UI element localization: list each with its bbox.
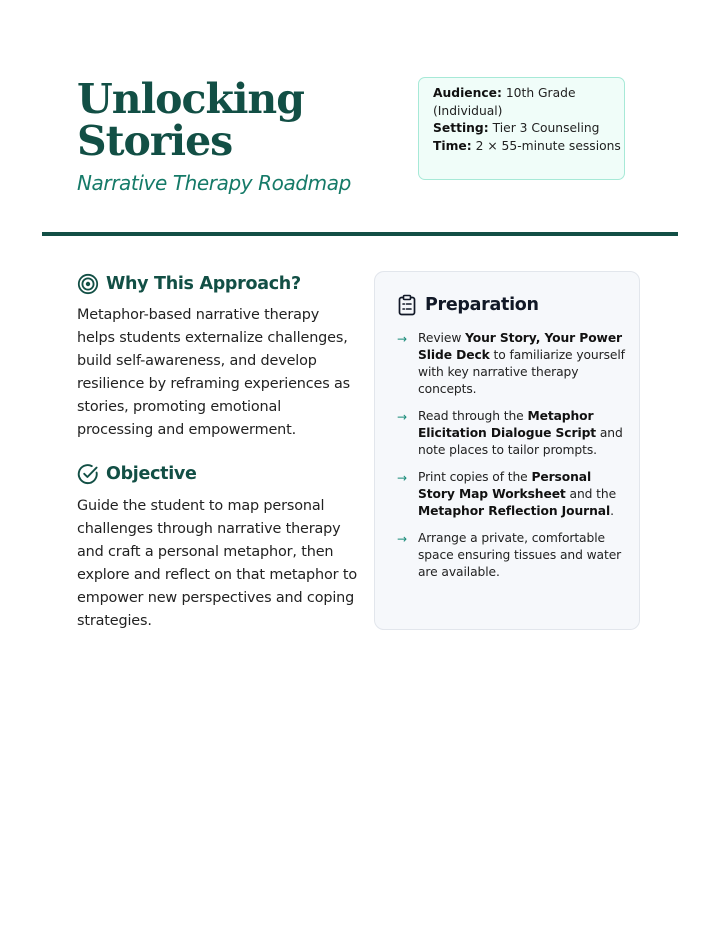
- preparation-card: [374, 271, 640, 630]
- why-heading: Why This Approach?: [106, 274, 301, 294]
- list-item: [397, 330, 627, 398]
- setting-row: [433, 120, 624, 138]
- list-item: [397, 530, 627, 581]
- why-section-heading: [77, 271, 301, 297]
- check-circle-icon: [77, 463, 99, 485]
- page-title: [77, 75, 304, 165]
- list-item: [397, 469, 627, 520]
- objective-section-heading: [77, 461, 197, 487]
- time-value: 2 × 55-minute sessions: [475, 138, 621, 153]
- preparation-item-text: Review Your Story, Your Power Slide Deck to familiarize yourself with key narrative therapy concepts.: [418, 331, 625, 396]
- setting-label: Setting:: [433, 121, 489, 136]
- audience-label: Audience:: [433, 86, 502, 100]
- arrow-right-icon: →: [397, 532, 408, 546]
- audience-value: 10th Grade (Individual): [433, 86, 576, 118]
- arrow-right-icon: →: [397, 471, 408, 485]
- audience-row: [433, 85, 624, 120]
- preparation-heading: Preparation: [425, 295, 539, 315]
- time-label: Time:: [433, 138, 472, 153]
- preparation-list: [397, 330, 627, 591]
- preparation-item-text: Print copies of the Personal Story Map Worksheet and the Metaphor Reflection Journal.: [418, 470, 617, 518]
- clipboard-icon: [397, 294, 417, 316]
- preparation-item-text: Arrange a private, comfortable space ensuring tissues and water are available.: [418, 531, 622, 579]
- time-row: [433, 138, 624, 156]
- list-item: [397, 408, 627, 459]
- objective-heading: Objective: [106, 464, 197, 484]
- preparation-item-text: Read through the Metaphor Elicitation Dialogue Script and note places to tailor prompts.: [418, 409, 623, 457]
- objective-body: Guide the student to map personal challenges through narrative therapy and craft a personal metaphor, then explore and reflect on that metaphor to empower new perspectives and coping strategies.: [77, 498, 358, 629]
- arrow-right-icon: →: [397, 332, 408, 346]
- setting-value: Tier 3 Counseling: [492, 121, 600, 136]
- why-body: Metaphor-based narrative therapy helps students externalize challenges, build self-awareness, and develop resilience by reframing experiences as stories, promoting emotional processing and empowerment.: [77, 307, 351, 438]
- header-divider: [42, 232, 678, 236]
- title-line-1: Unlocking: [77, 75, 304, 123]
- preparation-heading-row: [397, 294, 539, 316]
- target-icon: [77, 273, 99, 295]
- session-info-box: [418, 77, 625, 180]
- arrow-right-icon: →: [397, 410, 408, 424]
- title-line-2: Stories: [77, 117, 233, 165]
- page-subtitle: Narrative Therapy Roadmap: [77, 171, 351, 195]
